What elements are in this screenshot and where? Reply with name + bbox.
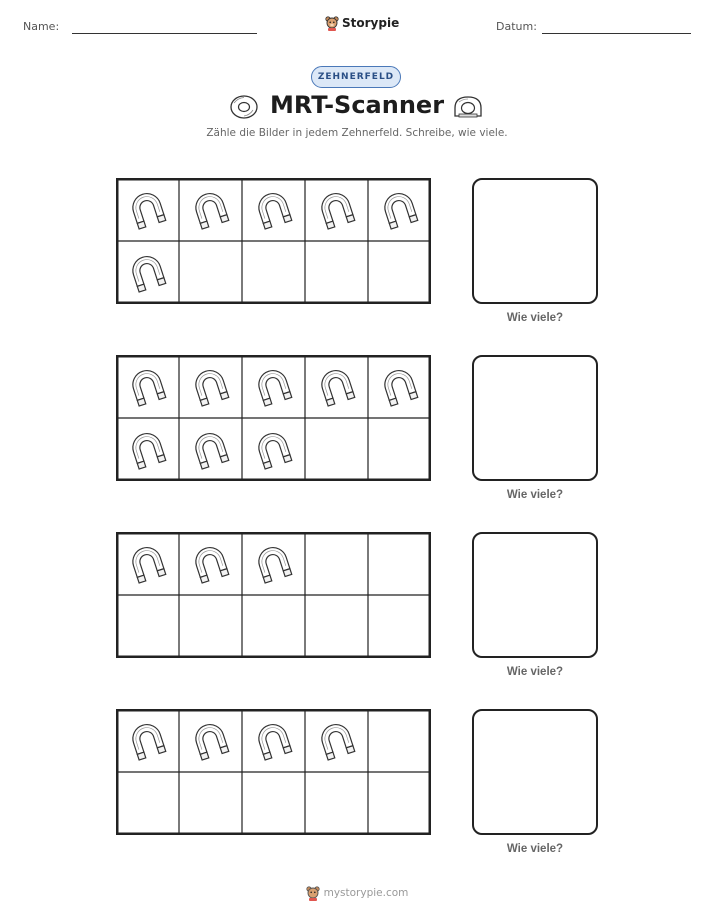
- date-line[interactable]: [542, 33, 691, 34]
- storypie-mascot-icon: [306, 885, 320, 901]
- page-title: MRT-Scanner: [269, 91, 445, 119]
- brand-logo: [325, 13, 399, 33]
- magnet-icon: [129, 430, 166, 469]
- magnet-icon: [255, 190, 292, 229]
- footer-url: mystorypie.com: [323, 887, 409, 899]
- magnet-icon: [318, 721, 355, 760]
- answer-box[interactable]: [472, 178, 598, 304]
- magnet-icon: [381, 190, 418, 229]
- answer-box[interactable]: [472, 355, 598, 481]
- ten-frame: [116, 178, 431, 304]
- name-label: Name:: [23, 20, 60, 33]
- magnet-icon: [255, 367, 292, 406]
- date-label: Datum:: [496, 20, 537, 33]
- answer-label: Wie viele?: [506, 312, 564, 324]
- magnet-icon: [192, 190, 229, 229]
- magnet-icon: [129, 544, 166, 583]
- magnet-icon: [129, 190, 166, 229]
- magnet-icon: [255, 544, 292, 583]
- magnet-icon: [129, 367, 166, 406]
- magnet-icon: [192, 544, 229, 583]
- instructions: Zähle die Bilder in jedem Zehnerfeld. Schreibe, wie viele.: [206, 127, 508, 139]
- magnet-icon: [381, 367, 418, 406]
- magnet-icon: [129, 253, 166, 292]
- ten-frame: [116, 709, 431, 835]
- ten-frame: [116, 532, 431, 658]
- category-badge: ZEHNERFELD: [311, 66, 401, 88]
- footer: [0, 885, 714, 901]
- answer-label: Wie viele?: [506, 489, 564, 501]
- magnet-icon: [255, 721, 292, 760]
- brand-name: Storypie: [342, 16, 400, 30]
- name-line[interactable]: [72, 33, 257, 34]
- magnet-icon: [255, 430, 292, 469]
- answer-box[interactable]: [472, 709, 598, 835]
- magnet-icon: [192, 367, 229, 406]
- mri-scanner-icon: [451, 94, 485, 120]
- magnet-icon: [129, 721, 166, 760]
- ten-frame: [116, 355, 431, 481]
- magnet-icon: [192, 430, 229, 469]
- storypie-mascot-icon: [325, 15, 339, 31]
- magnet-icon: [192, 721, 229, 760]
- answer-box[interactable]: [472, 532, 598, 658]
- magnet-icon: [318, 190, 355, 229]
- magnet-icon: [318, 367, 355, 406]
- answer-label: Wie viele?: [506, 843, 564, 855]
- answer-label: Wie viele?: [506, 666, 564, 678]
